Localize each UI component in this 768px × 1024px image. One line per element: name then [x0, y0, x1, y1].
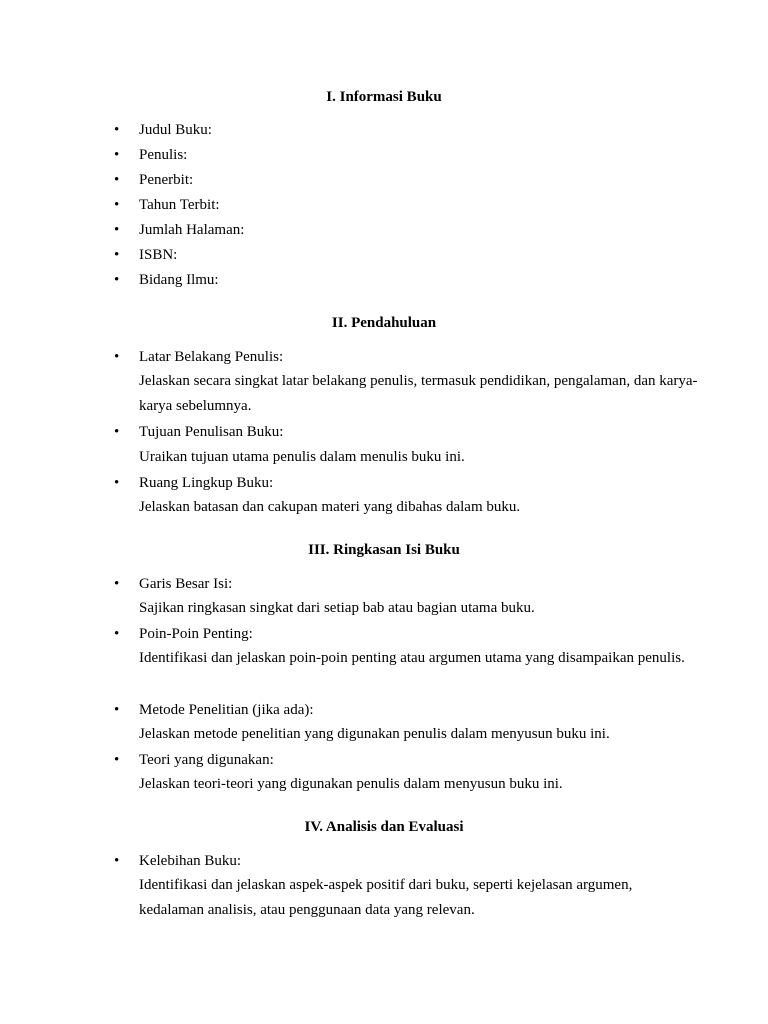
item-label-poin-penting: Poin-Poin Penting:: [139, 626, 253, 642]
item-label-kelebihan-buku: Kelebihan Buku:: [139, 853, 242, 869]
bullet-marker: •: [114, 752, 120, 768]
list-item: [0, 851, 768, 873]
bullet-marker: •: [114, 576, 120, 592]
item-description: Sajikan ringkasan singkat dari setiap bab atau bagian utama buku.: [139, 600, 535, 616]
bullet-marker: •: [114, 626, 120, 642]
item-label-latar-belakang: Latar Belakang Penulis:: [139, 349, 284, 365]
item-label-metode-penelitian: Metode Penelitian (jika ada):: [139, 702, 314, 718]
bullet-marker: •: [114, 702, 120, 718]
field-label-jumlah-halaman: Jumlah Halaman:: [139, 222, 245, 238]
list-item: [0, 700, 768, 722]
field-label-penerbit: Penerbit:: [139, 172, 194, 188]
bullet-marker: •: [114, 853, 120, 869]
item-description: Jelaskan metode penelitian yang digunakan penulis dalam menyusun buku ini.: [139, 726, 610, 742]
bullet-marker: •: [114, 222, 120, 238]
field-label-isbn: ISBN:: [139, 247, 178, 263]
list-item: [0, 624, 768, 646]
bullet-marker: •: [114, 122, 120, 138]
list-item: [0, 270, 768, 292]
bullet-marker: •: [114, 349, 120, 365]
bullet-marker: •: [114, 424, 120, 440]
item-description: Jelaskan batasan dan cakupan materi yang dibahas dalam buku.: [139, 499, 521, 515]
list-item: [0, 120, 768, 142]
list-item: [0, 145, 768, 167]
list-item: [0, 220, 768, 242]
item-description: Jelaskan teori-teori yang digunakan penulis dalam menyusun buku ini.: [139, 776, 563, 792]
field-label-tahun-terbit: Tahun Terbit:: [139, 197, 220, 213]
item-description: Uraikan tujuan utama penulis dalam menulis buku ini.: [139, 449, 465, 465]
section-heading-ringkasan-isi: III. Ringkasan Isi Buku: [308, 542, 460, 558]
list-item: [0, 574, 768, 596]
field-label-judul-buku: Judul Buku:: [139, 122, 212, 138]
item-label-ruang-lingkup: Ruang Lingkup Buku:: [139, 475, 274, 491]
bullet-marker: •: [114, 197, 120, 213]
list-item: [0, 195, 768, 217]
list-item: [0, 170, 768, 192]
bullet-marker: •: [114, 272, 120, 288]
bullet-marker: •: [114, 172, 120, 188]
section-heading-informasi-buku: I. Informasi Buku: [326, 89, 442, 105]
item-label-tujuan-penulisan: Tujuan Penulisan Buku:: [139, 424, 284, 440]
section-heading-analisis-evaluasi: IV. Analisis dan Evaluasi: [304, 819, 464, 835]
section-heading-pendahuluan: II. Pendahuluan: [331, 315, 437, 331]
item-label-garis-besar: Garis Besar Isi:: [139, 576, 233, 592]
bullet-marker: •: [114, 247, 120, 263]
list-item: [0, 245, 768, 267]
item-label-teori: Teori yang digunakan:: [139, 752, 274, 768]
list-item: [0, 473, 768, 495]
field-label-penulis: Penulis:: [139, 147, 188, 163]
item-description: Jelaskan secara singkat latar belakang penulis, termasuk pendidikan, pengalaman, dan karya-karya sebelumnya.: [139, 373, 698, 415]
list-item: [0, 347, 768, 369]
item-description: Identifikasi dan jelaskan aspek-aspek positif dari buku, seperti kejelasan argumen, kedalaman analisis, atau penggunaan data yang relevan.: [139, 877, 633, 919]
bullet-marker: •: [114, 147, 120, 163]
item-description: Identifikasi dan jelaskan poin-poin penting atau argumen utama yang disampaikan penulis.: [139, 650, 685, 666]
list-item: [0, 422, 768, 444]
list-item: [0, 750, 768, 772]
field-label-bidang-ilmu: Bidang Ilmu:: [139, 272, 219, 288]
bullet-marker: •: [114, 475, 120, 491]
